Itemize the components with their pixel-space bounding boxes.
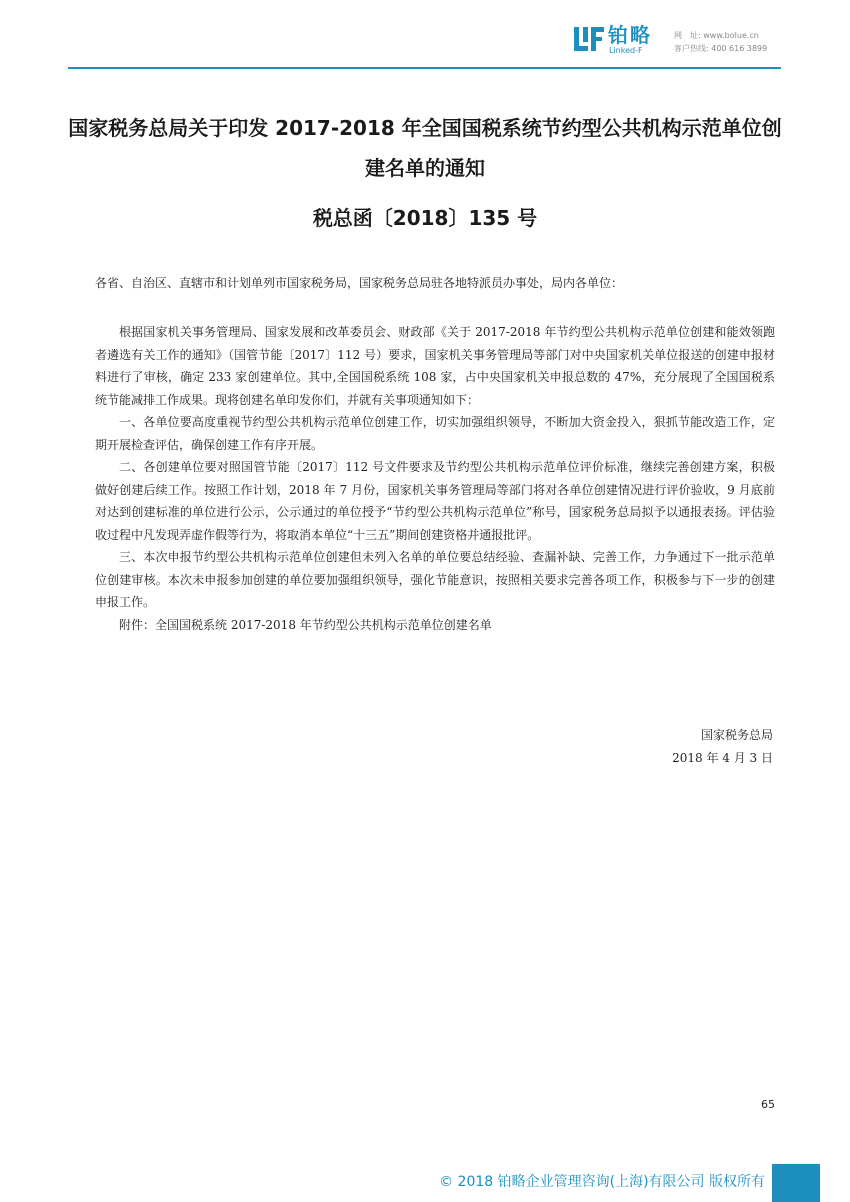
- page-header: [0, 0, 850, 70]
- website-text: 网 址: www.bolue.cn: [674, 31, 759, 40]
- document-title: 国家税务总局关于印发 2017-2018 年全国国税系统节约型公共机构示范单位创建名单的通知: [68, 116, 782, 180]
- footer-copyright: © 2018 铂略企业管理咨询(上海)有限公司 版权所有: [439, 1174, 765, 1190]
- logo-english-name: Linked-F: [609, 46, 643, 55]
- contact-info: [674, 29, 794, 55]
- attachment-note: 附件：全国国税系统 2017-2018 年节约型公共机构示范单位创建名单: [119, 617, 492, 632]
- page-number: 65: [761, 1098, 775, 1111]
- body-paragraph-item-2: 二、各创建单位要对照国管节能〔2017〕112 号文件要求及节约型公共机构示范单位评价标准，继续完善创建方案，积极做好创建后续工作。按照工作计划，2018 年 7 月份，国家机关事务管理局等部门将对各单位创建情况进行评价验收，9 月底前对达到创建标准的单位进行公示，公示通过的单位授予“节约型公共机构示范单位”称号，国家税务总局拟予以通报表扬。评估验收过程中凡发现弄虚作假等行为，将取消本单位“十三五”期间创建资格并通报批评。: [95, 460, 775, 542]
- issuer-name: 国家税务总局: [700, 728, 773, 742]
- body-paragraph-intro: 根据国家机关事务管理局、国家发展和改革委员会、财政部《关于 2017-2018 年节约型公共机构示范单位创建和能效领跑者遴选有关工作的通知》（国管节能〔2017〕112 号）要求，国家机关事务管理局等部门对中央国家机关单位报送的创建申报材料进行了审核，确定 233 家创建单位。其中,全国国税系统 108 家，占中央国家机关申报总数的 47%，充分展现了全国国税系统节能减排工作成果。现将创建名单印发你们，并就有关事项通知如下：: [95, 325, 775, 407]
- body-paragraph-item-3: 三、本次申报节约型公共机构示范单位创建但未列入名单的单位要总结经验、查漏补缺、完善工作，力争通过下一批示范单位创建审核。本次未申报参加创建的单位要加强组织领导，强化节能意识，按照相关要求完善各项工作，积极参与下一步的创建申报工作。: [95, 550, 775, 609]
- document-number: 税总函〔2018〕135 号: [312, 206, 538, 230]
- document-body: [95, 321, 775, 636]
- signature-block: [520, 724, 773, 770]
- bolue-logo-icon: [574, 25, 604, 53]
- issue-date: 2018 年 4 月 3 日: [672, 751, 773, 765]
- body-paragraph-item-1: 一、各单位要高度重视节约型公共机构示范单位创建工作，切实加强组织领导，不断加大资金投入，狠抓节能改造工作，定期开展检查评估，确保创建工作有序开展。: [95, 415, 775, 452]
- footer-accent-block: [772, 1164, 820, 1202]
- hotline-text: 客户热线: 400 616 3899: [674, 44, 768, 53]
- addressee: 各省、自治区、直辖市和计划单列市国家税务局，国家税务总局驻各地特派员办事处，局内各单位：: [95, 276, 624, 290]
- header-divider: [68, 67, 781, 69]
- logo-chinese-name: 铂略: [608, 23, 652, 47]
